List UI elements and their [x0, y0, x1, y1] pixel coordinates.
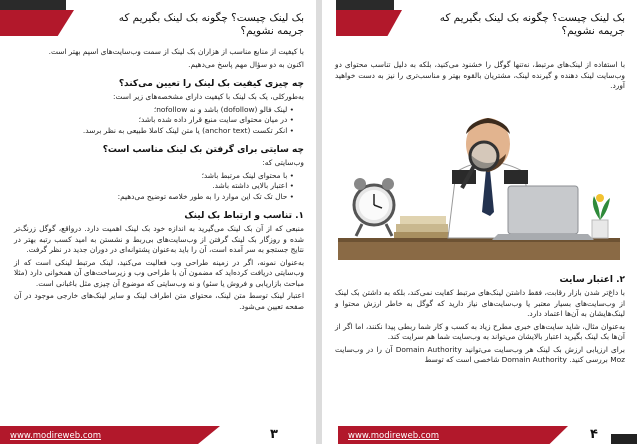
paragraph: به‌عنوان مثال، شاید سایت‌های خبری مطرح زیاد به کسب و کار شما ربطی پیدا نکنند، اما اگر از آن‌ها بک لینک بگیرید اعتبار بالایشان می‌تواند به وب‌سایت شما هم سرایت کند. — [335, 321, 625, 341]
header-title: بک لینک چیست؟ چگونه بک لینک بگیریم که جریمه نشویم؟ — [118, 12, 304, 37]
page-number: ۴ — [590, 427, 598, 442]
businessman-illustration — [338, 112, 620, 260]
list-item: • اعتبار بالایی داشته باشد. — [14, 181, 294, 192]
header-decoration-dark — [0, 0, 66, 10]
list-item: • انکر تکست (anchor text) یا متن لینک کاملا طبیعی به نظر برسد. — [14, 126, 294, 137]
intro-paragraph: با استفاده از لینک‌های مرتبط، نه‌تنها گوگل را خشنود می‌کنید، بلکه به دلیل تناسب محتوای دو وب‌سایت لینک دهنده و گیرنده لینک، مشتریان بالقوه بهتر و مناسب‌تری را نیز به دست خواهید آورد. — [335, 60, 625, 90]
alarm-clock-icon — [354, 178, 394, 236]
list-item: • با محتوای لینک مرتبط باشد؛ — [14, 171, 294, 182]
page-number: ۳ — [270, 427, 278, 442]
books-icon — [394, 216, 450, 238]
section-heading: چه سایتی برای گرفتن بک لینک مناسب است؟ — [102, 145, 304, 155]
paragraph: به‌طورکلی، یک بک لینک با کیفیت دارای مشخصه‌های زیر است: — [113, 92, 304, 101]
footer-decoration-dark — [611, 434, 637, 444]
header-decoration-red — [336, 10, 402, 36]
section-heading: ۲. اعتبار سایت — [559, 275, 625, 285]
list-item: • حال تک تک این موارد را به طور خلاصه توضیح می‌دهیم: — [14, 192, 294, 203]
page-body — [14, 47, 304, 314]
footer-url[interactable]: www.modireweb.com — [10, 431, 101, 441]
section-heading: چه چیزی کیفیت بک لینک را تعیین می‌کند؟ — [118, 79, 304, 89]
footer-url[interactable]: www.modireweb.com — [348, 431, 439, 441]
paragraph: با داغ‌تر شدن بازار رقابت، فقط داشتن لینک‌های مرتبط کفایت نمی‌کند، بلکه به داشتن بک لینک از وب‌سایت‌های بسیار معتبر یا وب‌سایت‌های نیاز دارید که گوگل به خاطر ارزش محتوا و لینک‌هایشان به آن‌ها اعتماد دارد. — [335, 288, 625, 318]
paragraph: منبعی که از آن بک لینک می‌گیرید به اندازه خود بک لینک اهمیت دارد. درواقع، گوگل زرنگ‌تر شده و روزگار بک لینک گرفتن از وب‌سایت‌های بی‌ربط و نشستن به امید کسب رتبه بهتر در نتایج جستجو به سر آمده است، آن را باید به‌عنوان پشتوانه‌ای در دوران جدید در نظر گرفت. — [14, 224, 304, 254]
paragraph: برای ارزیابی ارزش بک لینک هر وب‌سایت می‌توانید Domain Authority آن را در وب‌سایت Moz بررسی کنید. Domain Authority شاخصی است که توسط — [335, 344, 625, 364]
page-body — [335, 272, 625, 368]
header-title: بک لینک چیست؟ چگونه بک لینک بگیریم که جریمه نشویم؟ — [439, 12, 625, 37]
paragraph: به‌عنوان نمونه، اگر در زمینه طراحی وب فعالیت می‌کنید، لینک مرتبط لینکی است که از وب‌سایتی دریافت کرده‌اید که مضمون آن با طراحی وب و زیرساخت‌های آن همخوانی دارد (مثلا مباحث بازاریابی و فروش یا سئو) و نه وب‌سایتی که موضوع آن چیزی مثل باغبانی است. — [14, 257, 304, 288]
bullet-list — [14, 105, 294, 137]
section-heading: ۱. تناسب و ارتباط بک لینک — [184, 211, 304, 221]
intro-line: اکنون به دو سؤال مهم پاسخ می‌دهیم. — [188, 59, 304, 69]
list-item: • در میان محتوای سایت منبع قرار داده شده باشد؛ — [14, 115, 294, 126]
paragraph: اعتبار لینک توسط متن لینک، محتوای متن اطراف لینک و سایر لینک‌های خارجی موجود در آن صفحه تعیین می‌شود. — [14, 291, 304, 311]
plant-icon — [592, 194, 610, 238]
paragraph: وب‌سایتی که: — [262, 158, 304, 167]
header-decoration-dark — [336, 0, 394, 10]
list-item: • لینک فالو (dofollow) باشد و نه nofollow؛ — [14, 105, 294, 116]
header-decoration-red — [0, 10, 74, 36]
bullet-list — [14, 171, 294, 203]
intro-line: با کیفیت از منابع مناسب از هزاران بک لینک از سمت وب‌سایت‌های اسپم بهتر است. — [48, 47, 304, 56]
page-3 — [0, 0, 316, 444]
